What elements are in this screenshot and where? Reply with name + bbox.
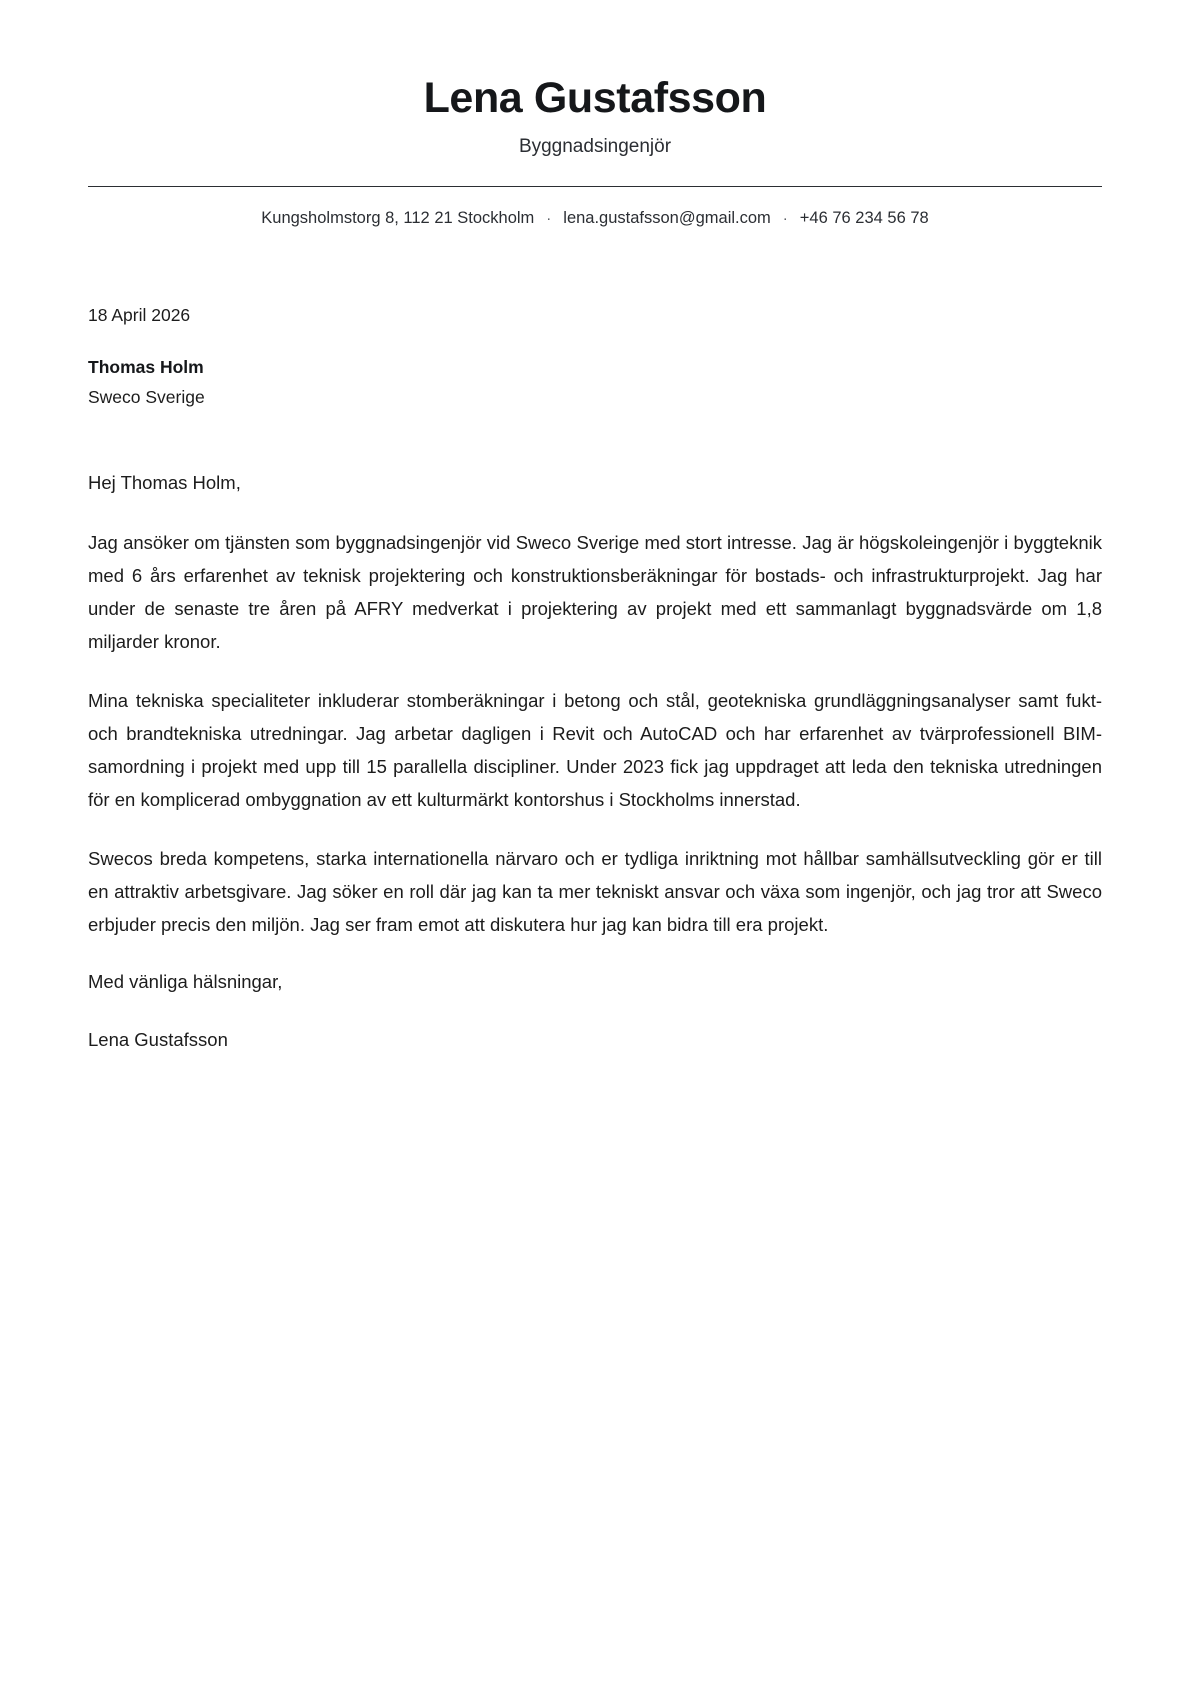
letter-paragraph: Jag ansöker om tjänsten som byggnadsingenjör vid Sweco Sverige med stort intresse. Jag är högskoleingenjör i byggteknik med 6 års erfarenhet av teknisk projektering och konstruktionsberäkningar för bostads- och infrastrukturprojekt. Jag har under de senaste tre åren på AFRY medverkat i projektering av projekt med ett sammanlagt byggnadsvärde om 1,8 miljarder kronor.: [88, 532, 1102, 653]
recipient-name: Thomas Holm: [88, 357, 204, 378]
letter-paragraph: Mina tekniska specialiteter inkluderar stomberäkningar i betong och stål, geotekniska grundläggningsanalyser samt fukt- och brandtekniska utredningar. Jag arbetar dagligen i Revit och AutoCAD och har erfarenhet av tvärprofessionell BIM-samordning i projekt med upp till 15 parallella discipliner. Under 2023 fick jag uppdraget att leda den tekniska utredningen för en komplicerad ombyggnation av ett kulturmärkt kontorshus i Stockholms innerstad.: [88, 690, 1102, 810]
header-divider: [88, 186, 1102, 187]
contact-line: [88, 207, 1102, 230]
contact-phone[interactable]: +46 76 234 56 78: [799, 209, 929, 228]
letter-body: [88, 469, 1102, 1055]
closing-phrase: Med vänliga hälsningar,: [88, 970, 283, 992]
letter-meta-block: [88, 302, 1102, 411]
candidate-name: Lena Gustafsson: [423, 74, 767, 122]
salutation: Hej Thomas Holm,: [88, 471, 241, 493]
contact-separator-icon: ·: [782, 210, 788, 228]
recipient-company: Sweco Sverige: [88, 386, 205, 407]
contact-separator-icon: ·: [546, 210, 552, 228]
signature-name: Lena Gustafsson: [88, 1029, 228, 1051]
letter-header: [88, 74, 1102, 230]
letter-paragraph: Swecos breda kompetens, starka internationella närvaro och er tydliga inriktning mot hållbar samhällsutveckling gör er till en attraktiv arbetsgivare. Jag söker en roll där jag kan ta mer tekniskt ansvar och växa som ingenjör, och jag tror att Sweco erbjuder precis den miljön. Jag ser fram emot att diskutera hur jag kan bidra till era projekt.: [88, 847, 1102, 935]
candidate-job-title: Byggnadsingenjör: [518, 136, 672, 158]
contact-address: Kungsholmstorg 8, 112 21 Stockholm: [261, 209, 535, 228]
contact-email[interactable]: lena.gustafsson@gmail.com: [563, 209, 771, 228]
letter-date: 18 April 2026: [88, 305, 191, 326]
